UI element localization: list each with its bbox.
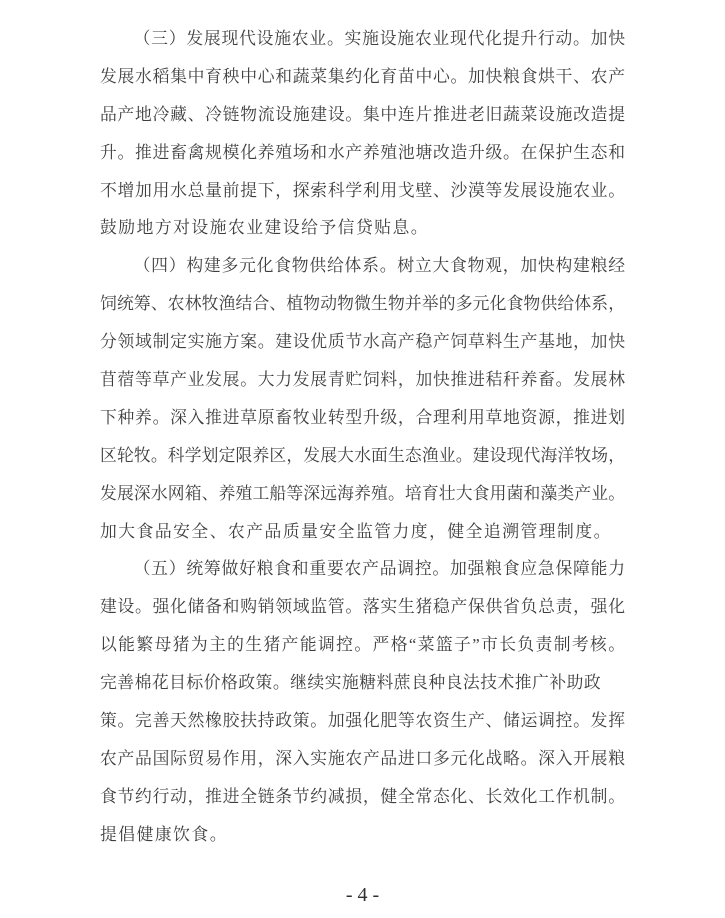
text-line: 加大食品安全、农产品质量安全监管力度，健全追溯管理制度。 bbox=[100, 521, 612, 541]
text-line: （三）发展现代设施农业。实施设施农业现代化提升行动。加快 bbox=[133, 29, 625, 48]
text-line: 不增加用水总量前提下，探索科学利用戈壁、沙漠等发展设施农业。 bbox=[100, 180, 625, 200]
text-line: 以能繁母猪为主的生猪产能调控。严格“菜篮子”市长负责制考核。 bbox=[100, 635, 625, 655]
text-line: （五）统筹做好粮食和重要农产品调控。加强粮食应急保障能力 bbox=[133, 559, 625, 579]
text-line: 完善棉花目标价格政策。继续实施糖料蔗良种良法技术推广补助政 bbox=[100, 673, 602, 693]
text-line: 策。完善天然橡胶扶持政策。加强化肥等农资生产、储运调控。发挥 bbox=[100, 711, 625, 731]
page-footer bbox=[0, 882, 725, 908]
page-number: - 4 - bbox=[345, 884, 380, 906]
text-line: 品产地冷藏、冷链物流设施建设。集中连片推进老旧蔬菜设施改造提 bbox=[100, 104, 625, 124]
text-line: 饲统筹、农林牧渔结合、植物动物微生物并举的多元化食物供给体系， bbox=[100, 294, 625, 314]
paragraph-section-3 bbox=[100, 20, 625, 247]
text-line: 分领域制定实施方案。建设优质节水高产稳产饲草料生产基地，加快 bbox=[100, 332, 625, 352]
text-line: 发展深水网箱、养殖工船等深远海养殖。培育壮大食用菌和藻类产业。 bbox=[100, 483, 625, 503]
text-line: 提倡健康饮食。 bbox=[100, 824, 228, 844]
text-line: 农产品国际贸易作用，深入实施农产品进口多元化战略。深入开展粮 bbox=[100, 748, 625, 768]
text-line: 建设。强化储备和购销领域监管。落实生猪稳产保供省负总责，强化 bbox=[100, 597, 625, 617]
text-block bbox=[100, 20, 625, 854]
text-line: 鼓励地方对设施农业建设给予信贷贴息。 bbox=[100, 218, 430, 238]
text-line: 区轮牧。科学划定限养区，发展大水面生态渔业。建设现代海洋牧场， bbox=[100, 445, 625, 465]
text-line: 升。推进畜禽规模化养殖场和水产养殖池塘改造升级。在保护生态和 bbox=[100, 142, 625, 162]
text-line: 发展水稻集中育秧中心和蔬菜集约化育苗中心。加快粮食烘干、农产 bbox=[100, 66, 625, 86]
text-line: 食节约行动，推进全链条节约减损，健全常态化、长效化工作机制。 bbox=[100, 786, 625, 806]
text-line: 苜蓿等草产业发展。大力发展青贮饲料，加快推进秸秆养畜。发展林 bbox=[100, 370, 625, 390]
text-line: （四）构建多元化食物供给体系。树立大食物观，加快构建粮经 bbox=[133, 256, 625, 276]
paragraph-section-4 bbox=[100, 247, 625, 550]
text-line: 下种养。深入推进草原畜牧业转型升级，合理利用草地资源，推进划 bbox=[100, 407, 625, 427]
paragraph-section-5 bbox=[100, 550, 625, 853]
